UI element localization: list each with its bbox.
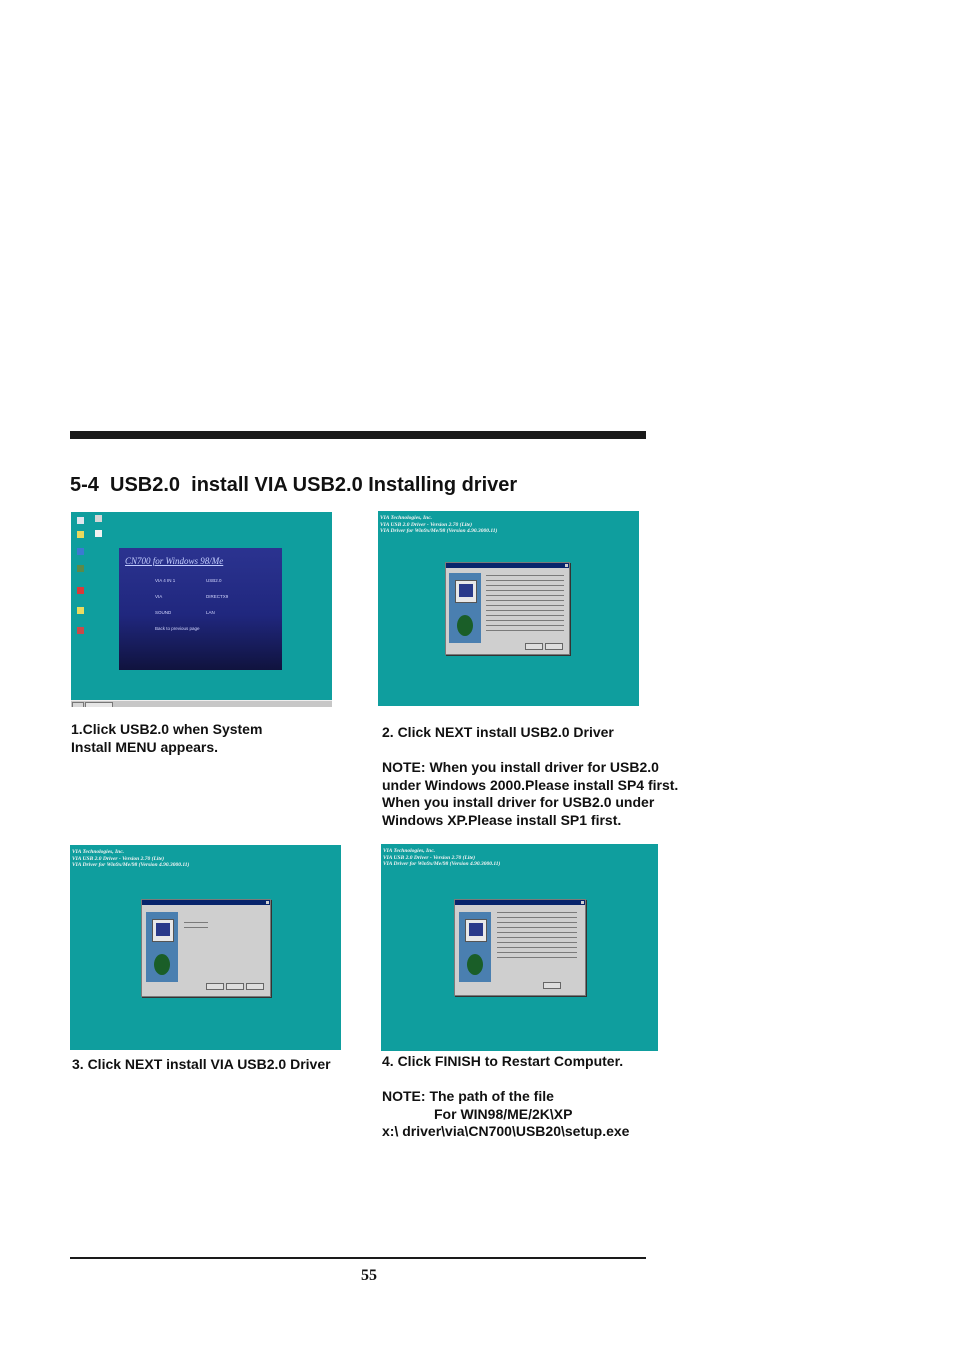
menu-item-lan[interactable]: LAN	[206, 610, 215, 615]
close-icon[interactable]	[581, 901, 584, 904]
setup-graphic	[146, 912, 178, 982]
setup-graphic	[449, 573, 481, 643]
taskbar-item[interactable]	[85, 702, 113, 707]
setup-graphic	[459, 912, 491, 982]
header-line2: VIA USB 2.0 Driver - Version 2.70 (Lite)	[72, 855, 165, 862]
top-rule	[70, 431, 646, 439]
header-line3: VIA Driver for Win9x/Me/98 (Version 4.90.3000.11)	[380, 528, 498, 534]
install-menu	[119, 548, 282, 670]
screenshot-setup-complete	[381, 844, 658, 1051]
dialog-text	[486, 575, 564, 635]
recycle-bin-icon	[77, 565, 84, 572]
screenshot-install-menu	[71, 512, 332, 707]
shortcut-icon	[95, 530, 102, 537]
caption-step3: 3. Click NEXT install VIA USB2.0 Driver	[72, 1056, 331, 1072]
back-button[interactable]	[206, 983, 224, 990]
header-line1: VIA Technologies, Inc.	[383, 848, 436, 854]
step4-title: 4. Click FINISH to Restart Computer.	[382, 1053, 624, 1069]
menu-item-usb20[interactable]: USB2.0	[206, 578, 222, 583]
header-line1: VIA Technologies, Inc.	[380, 515, 433, 521]
caption-step2: 2. Click NEXT install USB2.0 Driver NOTE: When you install driver for USB2.0 under Windows 2000.Please install SP4 first. When you install driver for USB2.0 under Windows XP.Please install SP1 first.	[382, 724, 679, 828]
menu-item-via[interactable]: VIA	[155, 594, 163, 599]
program-icon	[95, 515, 102, 522]
menu-item-directx9[interactable]: DIRECTX9	[206, 594, 229, 599]
screenshot-welcome-dialog	[378, 511, 639, 706]
installer-header	[380, 515, 497, 535]
next-button[interactable]	[545, 643, 563, 650]
components-dialog	[141, 899, 271, 997]
page-number: 55	[361, 1267, 377, 1284]
caption-step4	[382, 1053, 629, 1141]
header-line2: VIA USB 2.0 Driver - Version 2.70 (Lite)	[383, 854, 476, 861]
close-icon[interactable]	[565, 564, 568, 567]
start-button[interactable]	[72, 702, 84, 707]
header-line3: VIA Driver for Win9x/Me/98 (Version 4.90.3000.11)	[72, 862, 190, 868]
step4-path: x:\ driver\via\CN700\USB20\setup.exe	[382, 1123, 630, 1139]
documents-icon	[77, 531, 84, 538]
dialog-titlebar	[455, 900, 585, 905]
menu-title: CN700 for Windows 98/Me	[125, 556, 224, 566]
complete-dialog	[454, 899, 586, 996]
screenshot-select-components	[70, 845, 341, 1050]
taskbar	[71, 700, 332, 707]
close-icon[interactable]	[266, 901, 269, 904]
option-list	[184, 922, 208, 932]
bottom-rule	[70, 1257, 646, 1259]
menu-item-back[interactable]: Back to previous page	[155, 626, 200, 631]
caption-step1: 1.Click USB2.0 when System Install MENU appears.	[71, 721, 263, 755]
folder-icon	[77, 607, 84, 614]
menu-item-sound[interactable]: SOUND	[155, 610, 172, 615]
dialog-titlebar	[142, 900, 270, 905]
installer-header	[383, 848, 500, 868]
outlook-icon	[77, 587, 84, 594]
dialog-titlebar	[446, 563, 569, 568]
header-line3: VIA Driver for Win9x/Me/98 (Version 4.90.3000.11)	[383, 861, 501, 867]
my-computer-icon	[77, 517, 84, 524]
cancel-button[interactable]	[246, 983, 264, 990]
network-icon	[77, 627, 84, 634]
menu-item-via-4in1[interactable]: VIA 4 IN 1	[155, 578, 176, 583]
internet-icon	[77, 548, 84, 555]
welcome-dialog	[445, 562, 570, 655]
header-line2: VIA USB 2.0 Driver - Version 2.70 (Lite)	[380, 521, 473, 528]
next-button[interactable]	[226, 983, 244, 990]
installer-header	[72, 849, 189, 869]
step4-os: For WIN98/ME/2K\XP	[434, 1105, 573, 1122]
step4-note: NOTE: The path of the file	[382, 1088, 554, 1104]
dialog-text	[497, 912, 577, 962]
section-title: 5-4 USB2.0 install VIA USB2.0 Installing driver	[70, 474, 518, 496]
finish-button[interactable]	[543, 982, 561, 989]
header-line1: VIA Technologies, Inc.	[72, 849, 125, 855]
back-button[interactable]	[525, 643, 543, 650]
